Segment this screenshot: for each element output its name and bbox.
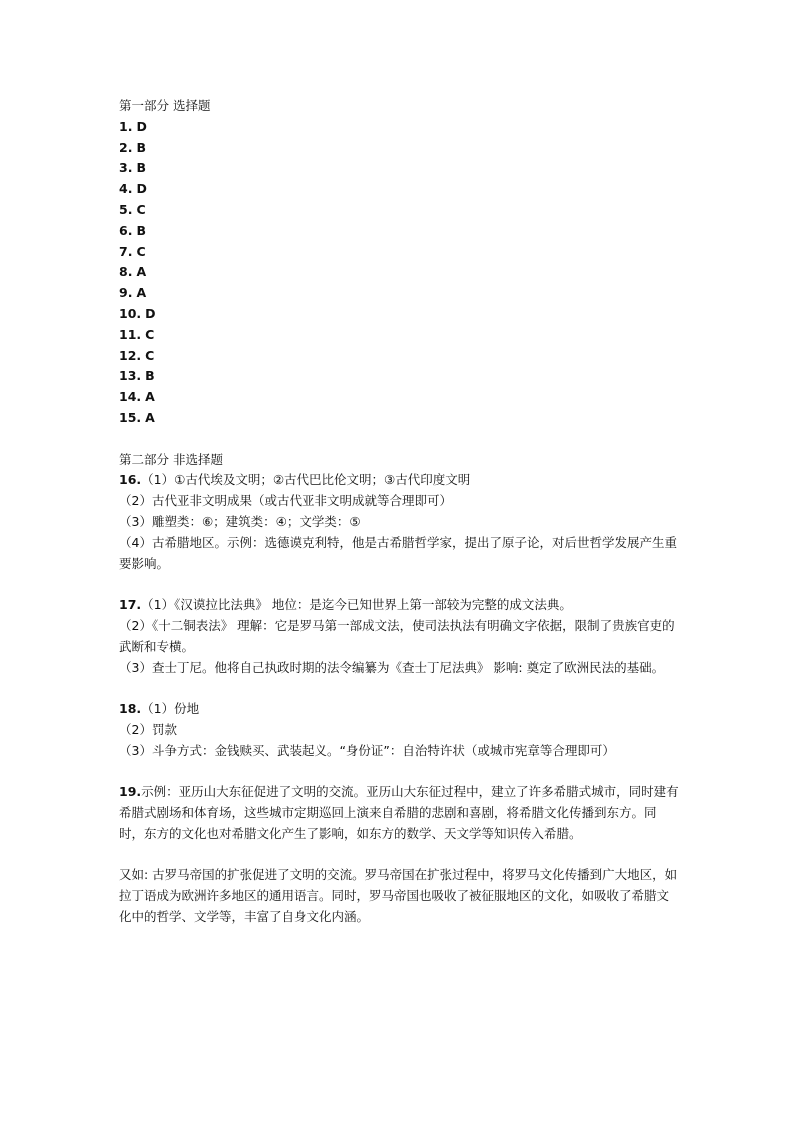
q16-part2-text: （2）古代亚非文明成果（或古代亚非文明成就等合理即可） (119, 493, 452, 509)
question-number: 14. (119, 389, 142, 405)
choice-answer-row (119, 200, 679, 221)
answer-letter: B (136, 222, 146, 238)
answer-letter: A (136, 264, 147, 280)
answer-letter: D (136, 181, 147, 197)
answer-key-content (119, 96, 679, 928)
question-number: 5. (119, 201, 133, 217)
choice-answer-row (119, 138, 679, 159)
q18-part1-text: （1）份地 (141, 701, 200, 717)
choice-answer-row (119, 283, 679, 304)
q18-number: 18. (119, 701, 142, 717)
question-number: 15. (119, 409, 142, 425)
q16-number: 16. (119, 472, 142, 488)
answer-letter: B (136, 139, 146, 155)
answer-letter: C (136, 243, 146, 259)
question-number: 3. (119, 160, 133, 176)
choice-answer-row (119, 117, 679, 138)
q18-part2-text: （2）罚款 (119, 721, 177, 737)
spacer (119, 678, 679, 699)
part2-heading: 第二部分 非选择题 (119, 451, 223, 467)
answer-letter: A (136, 285, 147, 301)
choice-answer-row (119, 158, 679, 179)
part1-heading: 第一部分 选择题 (119, 98, 211, 113)
choice-answer-row (119, 408, 679, 429)
question-number: 7. (119, 243, 133, 259)
answer-letter: B (136, 160, 146, 176)
choice-answer-row (119, 242, 679, 263)
question-number: 12. (119, 347, 142, 363)
question-number: 8. (119, 264, 133, 280)
spacer (119, 574, 679, 595)
question-number: 1. (119, 118, 133, 134)
answer-letter: A (145, 409, 155, 425)
question-number: 4. (119, 181, 133, 197)
q17-line-1 (119, 595, 679, 616)
question-number: 11. (119, 326, 142, 342)
q18-line-1 (119, 699, 679, 720)
answer-letter: D (145, 305, 156, 321)
q19-paragraph-2: 又如: 古罗马帝国的扩张促进了文明的交流。罗马帝国在扩张过程中，将罗马文化传播到广大地区，如拉丁语成为欧洲许多地区的通用语言。同时，罗马帝国也吸收了被征服地区的文化，如吸收了希腊文化中的哲学、文学等，丰富了自身文化内涵。 (119, 867, 678, 925)
q16-line-1 (119, 470, 679, 491)
q17-part3-text: （3）查士丁尼。他将自己执政时期的法令编纂为《查士丁尼法典》 影响: 奠定了欧洲民法的基础。 (119, 659, 665, 675)
answer-letter: C (136, 201, 146, 217)
choice-answer-row (119, 179, 679, 200)
q17-part1-text: （1）《汉谟拉比法典》 地位：是迄今已知世界上第一部较为完整的成文法典。 (141, 597, 572, 613)
spacer (119, 762, 679, 783)
choice-answer-row (119, 366, 679, 387)
choice-answer-row (119, 387, 679, 408)
q16-part1-text: （1）①古代埃及文明；②古代巴比伦文明；③古代印度文明 (141, 472, 471, 488)
q17-number: 17. (119, 597, 142, 613)
choice-answer-row (119, 304, 679, 325)
question-number: 6. (119, 222, 133, 238)
question-number: 13. (119, 368, 142, 384)
question-number: 2. (119, 139, 133, 155)
q18-part3-text: （3）斗争方式：金钱赎买、武装起义。“身份证”：自治特许状（或城市宪章等合理即可） (119, 742, 615, 758)
q19-paragraph-1-text: 示例：亚历山大东征促进了文明的交流。亚历山大东征过程中，建立了许多希腊式城市，同时建有希腊式剧场和体育场，这些城市定期巡回上演来自希腊的悲剧和喜剧，将希腊文化传播到东方。同时，东方的文化也对希腊文化产生了影响，如东方的数学、天文学等知识传入希腊。 (119, 784, 679, 841)
spacer (119, 845, 679, 866)
answer-letter: C (145, 347, 155, 363)
choice-answer-row (119, 325, 679, 346)
q16-part3-text: （3）雕塑类：⑥；建筑类：④；文学类：⑤ (119, 513, 361, 529)
choice-answers-list (119, 117, 679, 429)
answer-letter: B (145, 368, 155, 384)
q19-paragraph-1 (119, 782, 679, 844)
answer-letter: C (145, 326, 155, 342)
q17-part2-text: （2）《十二铜表法》 理解：它是罗马第一部成文法，使司法执法有明确文字依据，限制了贵族官吏的武断和专横。 (119, 617, 675, 654)
answer-letter: D (136, 118, 147, 134)
question-number: 10. (119, 305, 142, 321)
choice-answer-row (119, 221, 679, 242)
choice-answer-row (119, 262, 679, 283)
q16-part4-text: （4）古希腊地区。示例：选德谟克利特，他是古希腊哲学家，提出了原子论，对后世哲学发展产生重要影响。 (119, 534, 677, 571)
question-number: 9. (119, 285, 133, 301)
answer-letter: A (145, 389, 155, 405)
spacer (119, 429, 679, 450)
q19-number: 19. (119, 784, 142, 800)
choice-answer-row (119, 346, 679, 367)
